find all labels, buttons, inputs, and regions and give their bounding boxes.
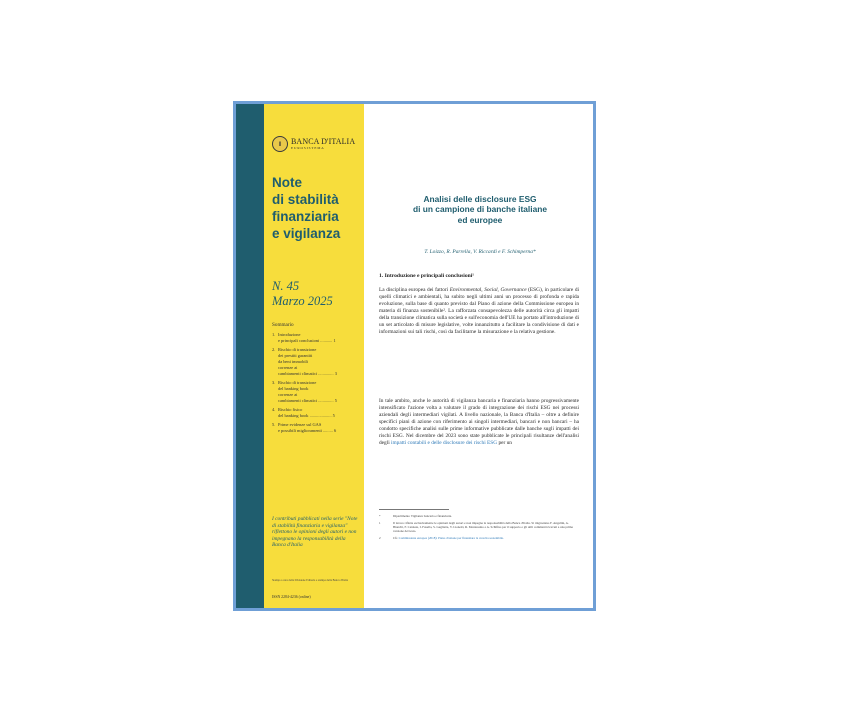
inline-link[interactable]: impatti contabili e delle disclosure dei rischi ESG: [391, 440, 498, 447]
footnote: [379, 514, 577, 518]
footnote-marker: *: [379, 514, 381, 518]
article-title-line: Analisi delle disclosure ESG: [423, 194, 537, 204]
footnote-divider: [379, 509, 449, 510]
toc-item[interactable]: [272, 380, 356, 404]
paragraph-2: [379, 398, 579, 447]
footnote-marker: 2: [379, 536, 381, 541]
article-title: [374, 194, 586, 225]
toc-item[interactable]: [272, 332, 356, 344]
footnote: [379, 521, 577, 534]
article-title-line: ed europee: [457, 214, 503, 225]
footnotes: [379, 514, 577, 543]
toc-text: Rischio di transizione del banking book correnze ai cambiamenti climatici .............. 5: [278, 380, 337, 403]
paragraph-text: In tale ambito, anche le autorità di vigilanza bancaria e finanziaria hanno progressivamente intensificato l'azione volta a valutare il grado di integrazione dei rischi ESG nei processi aziendali degli intermediari vigilati. A livello nazionale, la Banca d'Italia – oltre a definire specifici piani di azione con riferimento ai singoli intermediari, bancari e non bancari – ha condotto specifiche analisi sulle prime informative pubblicate dalle banche sugli impatti dei rischi ESG. Nel dicembre del 2023 sono state pubblicate le principali risultanze dell'analisi degli: [379, 398, 579, 447]
disclaimer: I contributi pubblicati nella serie "Note di stabilità finanziaria e vigilanza" riflettono le opinioni degli autori e non impegnano la responsabilità della Banca d'Italia: [272, 516, 358, 549]
authors: T. Loizzo, R. Parrella, V. Riccardi e F. Schimperna*: [424, 249, 536, 255]
issue-number: N. 45: [272, 279, 300, 293]
summary-heading: Sommario: [272, 322, 294, 328]
logo-name: BANCA D'ITALIA: [291, 136, 356, 146]
article-title-line: di un campione di banche italiane: [412, 204, 548, 215]
footnote-text: Il lavoro riflette esclusivamente le opinioni degli autori e non impegna la responsabilità della Banca d'Italia. Si ringraziano F. Angelini, A. Bianchi, F. Cannata, I. Fusella, S. Guglietta, V. Lionetti, R. Montesanto e A. Schifino per il supporto e gli utili commenti ricevuti a una prima versione del testo.: [393, 520, 573, 534]
side-stripe: [236, 104, 264, 608]
toc-text: Rischio fisico del banking book .................... 5: [278, 407, 335, 418]
toc-number: 3.: [272, 380, 276, 385]
document-page: [233, 101, 596, 611]
section-heading: 1. Introduzione e principali conclusioni¹: [379, 273, 474, 279]
footnote-marker: 1: [379, 520, 381, 525]
table-of-contents: [272, 332, 356, 437]
issue-date: Marzo 2025: [272, 294, 333, 308]
series-title-line: finanziaria: [272, 209, 339, 224]
issn: ISSN 2284-4236 (online): [272, 595, 311, 599]
cover-sidebar: [264, 104, 364, 608]
series-title-line: di stabilità: [272, 192, 339, 207]
logo-subtitle: EUROSISTEMA: [291, 145, 325, 150]
toc-text: Prime evidenze sul GAS e possibili miglioramenti ......... 6: [278, 422, 337, 433]
toc-number: 2.: [272, 347, 276, 352]
issue-info: [272, 279, 333, 309]
paragraph-text: per un: [497, 440, 512, 447]
series-title-line: e vigilanza: [272, 226, 341, 241]
paragraph-text: La disciplina europea dei fattori: [379, 287, 450, 293]
footnote-link[interactable]: Commissione europea (2018): Piano d'azione per finanziare la crescita sostenibile.: [398, 536, 504, 541]
footnote-text: Dipartimento Vigilanza bancaria e finanziaria.: [393, 514, 452, 518]
toc-item[interactable]: [272, 422, 356, 434]
series-title: [272, 174, 364, 242]
paragraph-italic: Environmental, Social, Governance: [449, 287, 527, 293]
bank-logo: [272, 136, 355, 152]
toc-text: Rischio di transizione dei prestiti garantiti da beni immobili correnze ai cambiamenti climatici .............. 3: [278, 347, 337, 376]
series-title-line: Note: [272, 175, 302, 190]
footnote: [379, 536, 577, 540]
toc-text: Introduzione e principali conclusioni ........... 1: [278, 332, 336, 343]
toc-number: 5.: [272, 422, 276, 427]
footnote-text: Cfr.: [393, 536, 399, 541]
toc-item[interactable]: [272, 347, 356, 377]
toc-number: 4.: [272, 407, 276, 412]
toc-item[interactable]: [272, 407, 356, 419]
toc-number: 1.: [272, 332, 276, 337]
paragraph-1: [379, 287, 579, 336]
print-note: Stampa a cura della Divisione Editoria e stampa della Banca d'Italia: [272, 579, 348, 582]
bank-seal-icon: Ⅱ: [272, 136, 288, 152]
paragraph-text: (ESG), in particolare di quelli climatici e ambientali, ha subito negli ultimi anni un processo di profonda e rapida evoluzione, sulla base di quanto previsto dal Piano di azione della Commissione europea in materia di finanza sostenibile². La rafforzata consapevolezza delle autorità circa gli impatti della transizione climatica sulla società e sull'economia dell'UE ha portato all'introduzione di un set articolato di misure legislative, volte innanzitutto a facilitare la condivisione di dati e informazioni sui tali rischi, così da facilitarne la misurazione e la relativa gestione.: [379, 287, 579, 336]
